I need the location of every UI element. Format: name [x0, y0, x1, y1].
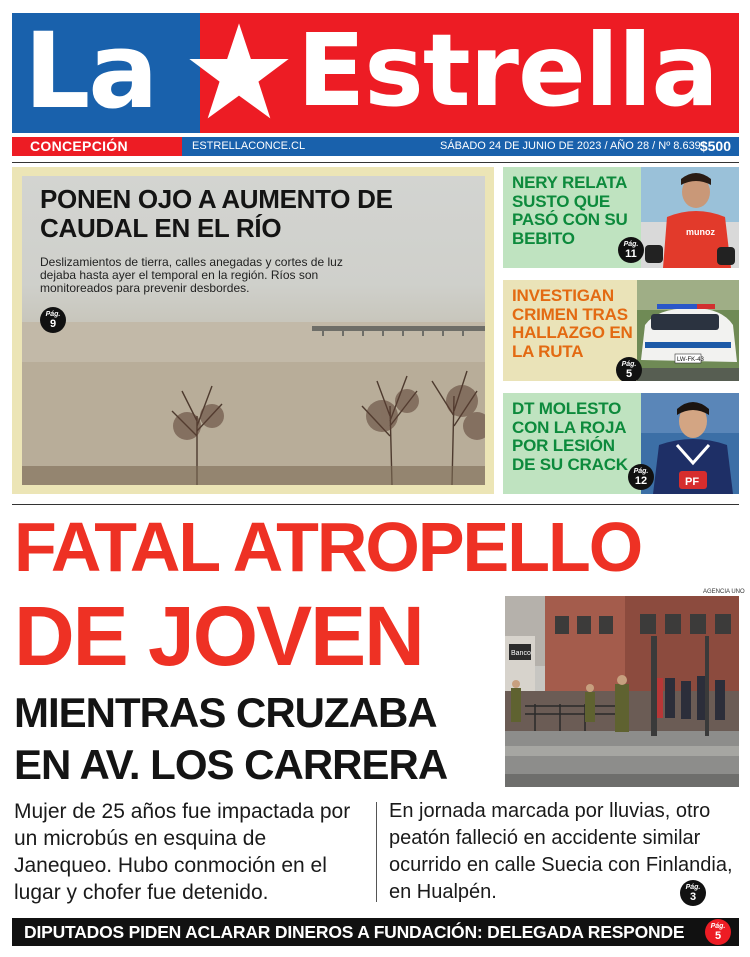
- logo-title-estrella: Estrella: [297, 13, 718, 129]
- goalkeeper-photo: [641, 167, 739, 268]
- page-badge: [618, 237, 644, 263]
- column-divider: [376, 802, 377, 902]
- page-badge-number: 11: [625, 248, 637, 260]
- page-badge: [705, 919, 731, 945]
- feature-summary: Deslizamientos de tierra, calles anegadas y cortes de luz dejaba hasta ayer el temporal en la región. Ríos son monitoreados para prevenir desbordes.: [40, 255, 343, 295]
- teaser-crimen[interactable]: [503, 280, 739, 381]
- star-icon: [184, 19, 294, 127]
- price: $500: [699, 138, 731, 154]
- jersey-text: PF: [685, 476, 700, 488]
- teaser-headline: INVESTIGAN CRIMEN TRAS HALLAZGO EN LA RUTA: [512, 286, 633, 361]
- page-badge-label: Pág.: [685, 884, 701, 891]
- teaser-headline: NERY RELATA SUSTO QUE PASÓ CON SU BEBITO: [512, 173, 628, 248]
- main-subhead-line1: MIENTRAS CRUZABA: [14, 689, 437, 736]
- edition-city: CONCEPCIÓN: [12, 137, 182, 156]
- page-badge-number: 12: [634, 475, 648, 487]
- page-badge-label: Pág.: [45, 311, 61, 318]
- page-badge: [628, 464, 654, 490]
- logo-title-la: La: [24, 13, 157, 132]
- feature-story[interactable]: [12, 167, 494, 494]
- main-headline-line1: FATAL ATROPELLO: [14, 508, 642, 586]
- page-badge-label: Pág.: [623, 241, 639, 248]
- page-badge-number: 5: [625, 368, 633, 380]
- divider: [12, 504, 739, 505]
- main-body-left: Mujer de 25 años fue impactada por un microbús en esquina de Janequeo. Hubo conmoción en el lugar y chofer fue detenido.: [14, 800, 351, 904]
- police-car-photo: [637, 280, 739, 381]
- main-subhead-line2: EN AV. LOS CARRERA: [14, 741, 448, 788]
- plate-text: LW-FK-43: [677, 357, 704, 363]
- dateline: SÁBADO 24 DE JUNIO DE 2023 / AÑO 28 / Nº 8.639: [440, 140, 701, 152]
- teaser-nery[interactable]: [503, 167, 739, 268]
- divider: [12, 162, 739, 163]
- photo-credit: AGENCIA UNO: [703, 589, 745, 595]
- website-link[interactable]: ESTRELLACONCE.CL: [192, 140, 306, 152]
- page-badge-label: Pág.: [633, 468, 649, 475]
- page-badge: [680, 880, 706, 906]
- main-headline-line2: DE JOVEN: [14, 589, 423, 683]
- main-body-right: En jornada marcada por lluvias, otro peatón falleció en accidente similar ocurrido en calle Suecia con Finlandia, en Hualpén.: [389, 800, 733, 903]
- coach-photo: [641, 393, 739, 494]
- bottom-bar-text: DIPUTADOS PIDEN ACLARAR DINEROS A FUNDACIÓN: DELEGADA RESPONDE: [24, 922, 685, 942]
- page-badge: [616, 357, 642, 381]
- masthead-info-strip: [12, 137, 739, 156]
- sign-text: Banco: [511, 650, 531, 657]
- masthead-logo: [12, 13, 739, 133]
- feature-headline: PONEN OJO A AUMENTO DE CAUDAL EN EL RÍO: [40, 184, 393, 243]
- bottom-news-bar[interactable]: [12, 918, 739, 946]
- page-badge-number: 9: [49, 318, 57, 330]
- page-badge-number: 3: [689, 891, 697, 903]
- page-badge-label: Pág.: [621, 361, 637, 368]
- jersey-text: munoz: [686, 227, 715, 237]
- page-badge: [40, 307, 66, 333]
- teaser-headline: DT MOLESTO CON LA ROJA POR LESIÓN DE SU CRACK: [512, 399, 628, 474]
- page-badge-label: Pág.: [710, 923, 726, 930]
- accident-scene-photo: [505, 596, 739, 787]
- teaser-dt[interactable]: [503, 393, 739, 494]
- page-badge-number: 5: [714, 930, 722, 942]
